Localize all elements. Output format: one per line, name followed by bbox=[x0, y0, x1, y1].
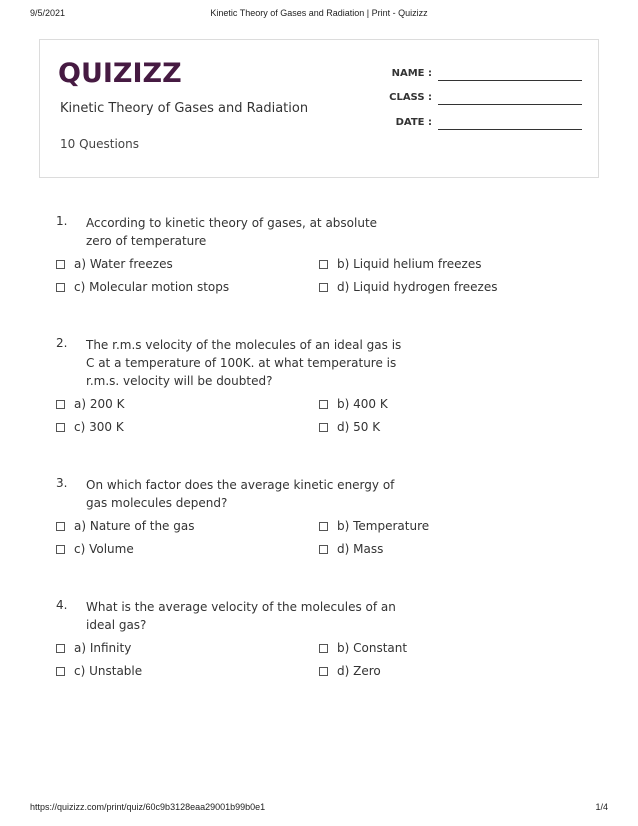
option-label: b) Constant bbox=[337, 641, 408, 655]
option-c[interactable] bbox=[56, 279, 229, 295]
checkbox-icon[interactable] bbox=[56, 644, 65, 653]
option-label: d) 50 K bbox=[337, 420, 381, 434]
question-text: According to kinetic theory of gases, at absolute zero of temperature bbox=[86, 216, 378, 248]
option-d[interactable] bbox=[319, 663, 381, 679]
option-label: b) Temperature bbox=[337, 519, 430, 533]
option-b[interactable] bbox=[319, 640, 407, 656]
option-label: c) Volume bbox=[74, 542, 134, 556]
option-label: d) Mass bbox=[337, 542, 384, 556]
option-a[interactable] bbox=[56, 518, 194, 534]
checkbox-icon[interactable] bbox=[319, 423, 328, 432]
option-label: a) Water freezes bbox=[74, 257, 173, 271]
print-date: 9/5/2021 bbox=[30, 8, 66, 18]
name-line bbox=[438, 80, 582, 81]
name-label: NAME : bbox=[391, 68, 432, 79]
checkbox-icon[interactable] bbox=[56, 667, 65, 676]
checkbox-icon[interactable] bbox=[319, 545, 328, 554]
quizizz-logo-icon bbox=[58, 56, 182, 89]
question-number: 1. bbox=[56, 214, 68, 228]
print-url[interactable]: https://quizizz.com/print/quiz/60c9b3128eaa29001b99b0e1 bbox=[30, 802, 266, 812]
option-label: a) Infinity bbox=[74, 641, 132, 655]
question-count: 10 Questions bbox=[60, 137, 140, 151]
date-line bbox=[438, 129, 582, 130]
option-d[interactable] bbox=[319, 419, 380, 435]
checkbox-icon[interactable] bbox=[319, 522, 328, 531]
quiz-title: Kinetic Theory of Gases and Radiation bbox=[60, 101, 309, 116]
checkbox-icon[interactable] bbox=[319, 667, 328, 676]
logo-text: QUIZIZZ bbox=[58, 58, 182, 89]
print-title: Kinetic Theory of Gases and Radiation | Print - Quizizz bbox=[210, 8, 428, 18]
checkbox-icon[interactable] bbox=[56, 400, 65, 409]
option-d[interactable] bbox=[319, 541, 383, 557]
option-label: c) Unstable bbox=[74, 664, 143, 678]
option-label: a) Nature of the gas bbox=[74, 519, 195, 533]
option-b[interactable] bbox=[319, 256, 481, 272]
option-a[interactable] bbox=[56, 396, 124, 412]
quiz-header-card bbox=[39, 39, 599, 178]
option-label: b) 400 K bbox=[337, 397, 388, 411]
option-label: a) 200 K bbox=[74, 397, 125, 411]
class-line bbox=[438, 104, 582, 105]
option-b[interactable] bbox=[319, 518, 429, 534]
option-d[interactable] bbox=[319, 279, 497, 295]
option-b[interactable] bbox=[319, 396, 388, 412]
question-text: What is the average velocity of the molecules of an ideal gas? bbox=[86, 600, 396, 632]
checkbox-icon[interactable] bbox=[56, 522, 65, 531]
option-c[interactable] bbox=[56, 419, 124, 435]
option-label: d) Zero bbox=[337, 664, 381, 678]
question-number: 3. bbox=[56, 476, 68, 490]
option-c[interactable] bbox=[56, 663, 142, 679]
checkbox-icon[interactable] bbox=[56, 545, 65, 554]
option-label: d) Liquid hydrogen freezes bbox=[337, 280, 498, 294]
option-label: c) Molecular motion stops bbox=[74, 280, 230, 294]
checkbox-icon[interactable] bbox=[319, 260, 328, 269]
option-label: c) 300 K bbox=[74, 420, 124, 434]
option-label: b) Liquid helium freezes bbox=[337, 257, 482, 271]
print-footer bbox=[0, 798, 638, 818]
page-number: 1/4 bbox=[595, 802, 608, 812]
option-a[interactable] bbox=[56, 640, 131, 656]
question-text: The r.m.s velocity of the molecules of an ideal gas is C at a temperature of 100K. at what temperature is r.m.s. velocity will be doubted? bbox=[86, 338, 402, 388]
checkbox-icon[interactable] bbox=[56, 423, 65, 432]
checkbox-icon[interactable] bbox=[319, 283, 328, 292]
option-a[interactable] bbox=[56, 256, 173, 272]
question-number: 2. bbox=[56, 336, 68, 350]
checkbox-icon[interactable] bbox=[56, 260, 65, 269]
class-label: CLASS : bbox=[389, 92, 432, 103]
option-c[interactable] bbox=[56, 541, 134, 557]
checkbox-icon[interactable] bbox=[56, 283, 65, 292]
date-label: DATE : bbox=[395, 117, 432, 128]
question-text: On which factor does the average kinetic energy of gas molecules depend? bbox=[86, 478, 395, 510]
checkbox-icon[interactable] bbox=[319, 644, 328, 653]
checkbox-icon[interactable] bbox=[319, 400, 328, 409]
print-header bbox=[0, 0, 638, 20]
question-number: 4. bbox=[56, 598, 68, 612]
